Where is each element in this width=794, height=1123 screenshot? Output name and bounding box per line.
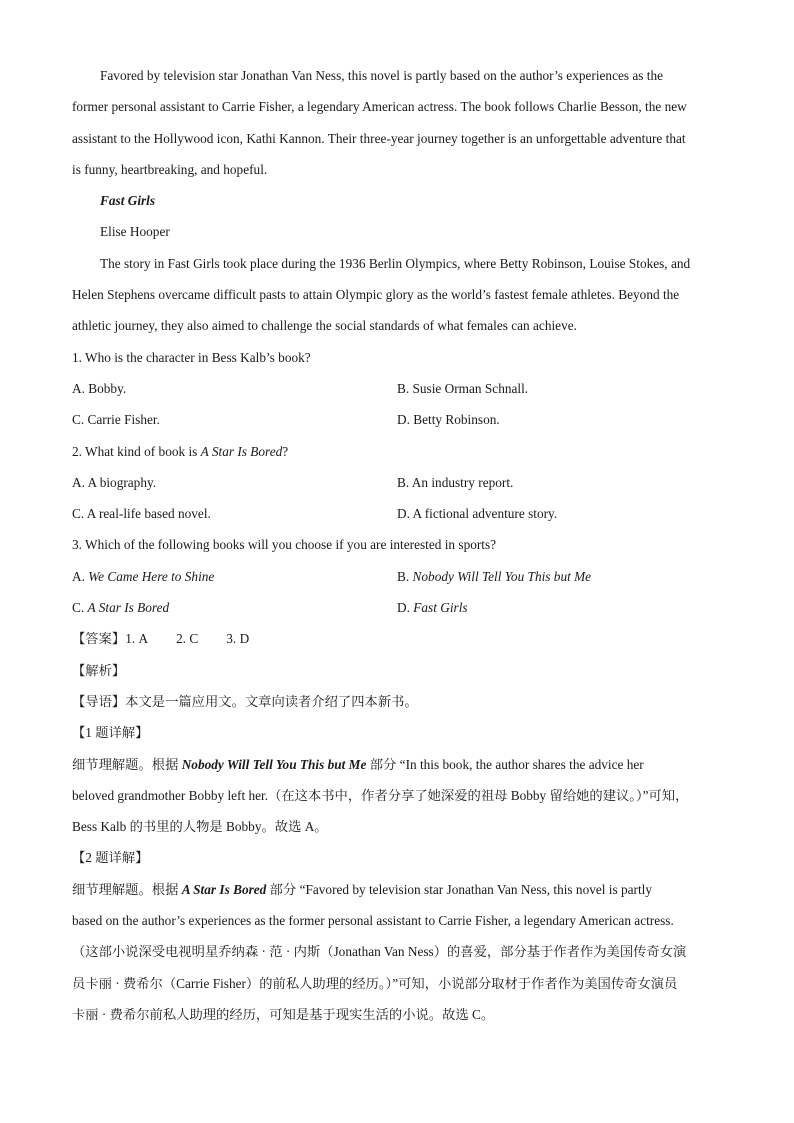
option-b xyxy=(397,561,724,592)
analysis-line: Bess Kalb 的书里的人物是 Bobby。故选 A。 xyxy=(72,819,328,835)
q2-detail-label: 【2 题详解】 xyxy=(72,850,149,866)
book-title: Fast Girls xyxy=(413,600,468,616)
options-row xyxy=(72,467,724,498)
option-b: B. An industry report. xyxy=(397,474,514,490)
analysis-line xyxy=(72,749,724,780)
answer-1: 1. A xyxy=(125,631,149,647)
options-row xyxy=(72,373,724,404)
analysis-line: beloved grandmother Bobby left her.（在这本书中，作者分享了她深爱的祖母 Bobby 留给她的建议。）”可知， xyxy=(72,787,689,803)
analysis-label: 【解析】 xyxy=(72,662,126,678)
option-letter: B. xyxy=(397,568,413,584)
option-letter: A. xyxy=(72,568,89,584)
passage-line: athletic journey, they also aimed to challenge the social standards of what females can achieve. xyxy=(72,318,577,334)
option-d: D. A fictional adventure story. xyxy=(397,506,558,522)
analysis-text: 细节理解题。根据 xyxy=(72,756,182,772)
answer-2: 2. C xyxy=(176,631,199,647)
q1-detail-label: 【1 题详解】 xyxy=(72,725,149,741)
analysis-text: 细节理解题。根据 xyxy=(72,881,182,897)
analysis-text: 部分 “In this book, the author shares the advice her xyxy=(366,756,644,772)
option-d: D. Betty Robinson. xyxy=(397,412,500,428)
passage-line: assistant to the Hollywood icon, Kathi Kannon. Their three-year journey together is an unforgettable adventure that xyxy=(72,130,686,146)
book-title: Nobody Will Tell You This but Me xyxy=(412,568,592,584)
document-page xyxy=(72,60,724,1030)
option-a: A. A biography. xyxy=(72,474,157,490)
passage-line: is funny, heartbreaking, and hopeful. xyxy=(72,161,268,177)
answer-line xyxy=(72,623,724,654)
book-author: Elise Hooper xyxy=(100,224,170,240)
book-title: A Star Is Bored xyxy=(87,600,170,616)
question-stem-text: 2. What kind of book is xyxy=(72,443,201,459)
analysis-text: 部分 “Favored by television star Jonathan Van Ness, this novel is partly xyxy=(266,881,653,897)
book-title: We Came Here to Shine xyxy=(88,568,215,584)
options-row xyxy=(72,404,724,435)
question-stem-text: ? xyxy=(282,443,289,459)
question-stem: 3. Which of the following books will you choose if you are interested in sports? xyxy=(72,537,497,553)
option-d xyxy=(397,592,724,623)
analysis-line: 卡丽 · 费希尔前私人助理的经历，可知是基于现实生活的小说。故选 C。 xyxy=(72,1006,495,1022)
answer-label: 【答案】 xyxy=(72,631,126,647)
question-stem xyxy=(72,436,724,467)
book-title: Nobody Will Tell You This but Me xyxy=(181,756,367,772)
question-stem: 1. Who is the character in Bess Kalb’s book? xyxy=(72,349,311,365)
passage-line: Favored by television star Jonathan Van Ness, this novel is partly based on the author’s experiences as the xyxy=(100,68,664,83)
option-c: C. A real-life based novel. xyxy=(72,506,211,522)
option-c: C. Carrie Fisher. xyxy=(72,412,160,428)
option-a xyxy=(72,561,397,592)
analysis-line: based on the author’s experiences as the former personal assistant to Carrie Fisher, a legendary American actress. xyxy=(72,913,674,929)
analysis-line xyxy=(72,874,724,905)
analysis-line: 员卡丽 · 费希尔（Carrie Fisher）的前私人助理的经历。）”可知，小说部分取材于作者作为美国传奇女演员 xyxy=(72,975,678,991)
book-title: Fast Girls xyxy=(100,193,156,209)
options-row xyxy=(72,498,724,529)
options-row xyxy=(72,592,724,623)
book-title: A Star Is Bored xyxy=(200,443,283,459)
option-letter: D. xyxy=(397,600,414,616)
analysis-intro: 【导语】本文是一篇应用文。文章向读者介绍了四本新书。 xyxy=(72,693,418,709)
option-c xyxy=(72,592,397,623)
passage-line: The story in Fast Girls took place during the 1936 Berlin Olympics, where Betty Robinson, Louise Stokes, and xyxy=(100,255,691,271)
analysis-line: （这部小说深受电视明星乔纳森 · 范 · 内斯（Jonathan Van Ness）的喜爱，部分基于作者作为美国传奇女演 xyxy=(72,944,687,960)
option-a: A. Bobby. xyxy=(72,380,127,396)
passage-line: former personal assistant to Carrie Fisher, a legendary American actress. The book follows Charlie Besson, the new xyxy=(72,99,687,115)
book-title: A Star Is Bored xyxy=(181,881,267,897)
option-letter: C. xyxy=(72,600,88,616)
passage-line: Helen Stephens overcame difficult pasts to attain Olympic glory as the world’s fastest female athletes. Beyond the xyxy=(72,287,680,303)
option-b: B. Susie Orman Schnall. xyxy=(397,380,529,396)
answer-3: 3. D xyxy=(226,631,250,647)
options-row xyxy=(72,561,724,592)
